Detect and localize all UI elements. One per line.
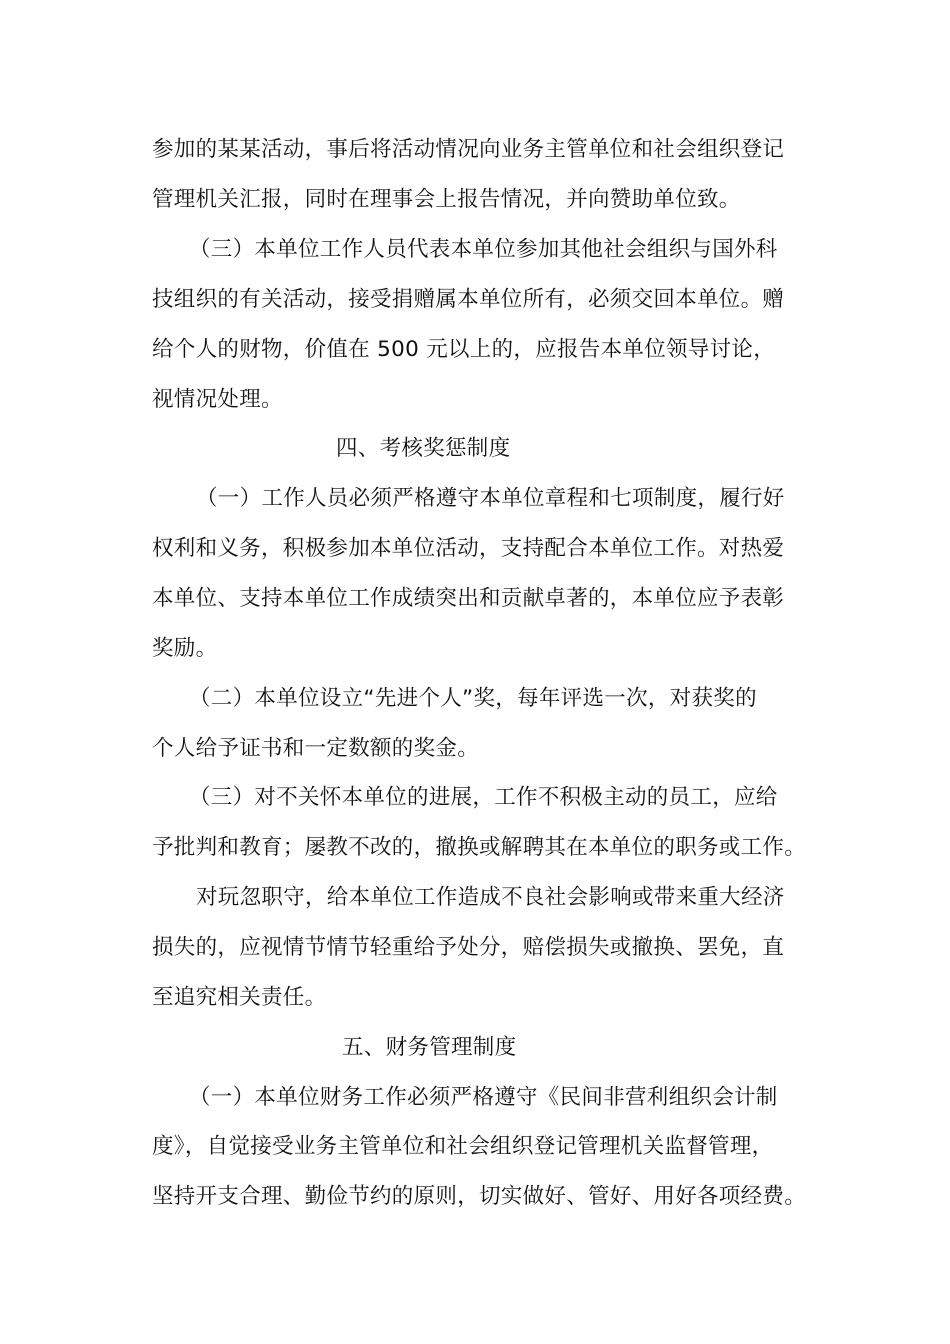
body-line: （一）本单位财务工作必须严格遵守《民间非营利组织会计制 bbox=[189, 1085, 778, 1110]
body-line: 本单位、支持本单位工作成绩突出和贡献卓著的，本单位应予表彰 bbox=[152, 586, 785, 611]
body-line: 损失的，应视情节情节轻重给予处分，赔偿损失或撤换、罢免，直 bbox=[152, 935, 785, 960]
body-line: 个人给予证书和一定数额的奖金。 bbox=[152, 736, 480, 761]
body-line: 坚持开支合理、勤俭节约的原则，切实做好、管好、用好各项经费。 bbox=[152, 1184, 807, 1209]
body-line: （三）本单位工作人员代表本单位参加其他社会组织与国外科 bbox=[189, 237, 778, 262]
body-line: 奖励。 bbox=[152, 636, 218, 661]
body-line: 视情况处理。 bbox=[152, 387, 283, 412]
body-line: 技组织的有关活动，接受捐赠属本单位所有，必须交回本单位。赠 bbox=[152, 287, 785, 312]
body-line: （一）工作人员必须严格遵守本单位章程和七项制度，履行好 bbox=[196, 486, 785, 511]
body-line: 管理机关汇报，同时在理事会上报告情况，并向赞助单位致。 bbox=[152, 187, 741, 212]
body-line: 对玩忽职守，给本单位工作造成不良社会影响或带来重大经济 bbox=[196, 885, 785, 910]
section-heading: 四、考核奖惩制度 bbox=[336, 436, 511, 461]
section-heading: 五、财务管理制度 bbox=[342, 1035, 517, 1060]
body-line: 至追究相关责任。 bbox=[152, 985, 327, 1010]
body-line: 给个人的财物，价值在 500 元以上的，应报告本单位领导讨论， bbox=[152, 337, 776, 362]
body-line: 参加的某某活动，事后将活动情况向业务主管单位和社会组织登记 bbox=[152, 137, 785, 162]
body-line: 度》，自觉接受业务主管单位和社会组织登记管理机关监督管理， bbox=[152, 1134, 774, 1159]
body-line: （二）本单位设立“先进个人”奖，每年评选一次，对获奖的 bbox=[189, 686, 757, 711]
body-line: 权利和义务，积极参加本单位活动，支持配合本单位工作。对热爱 bbox=[152, 536, 785, 561]
body-line: （三）对不关怀本单位的进展，工作不积极主动的员工，应给 bbox=[189, 785, 778, 810]
body-line: 予批判和教育；屡教不改的，撤换或解聘其在本单位的职务或工作。 bbox=[152, 835, 807, 860]
